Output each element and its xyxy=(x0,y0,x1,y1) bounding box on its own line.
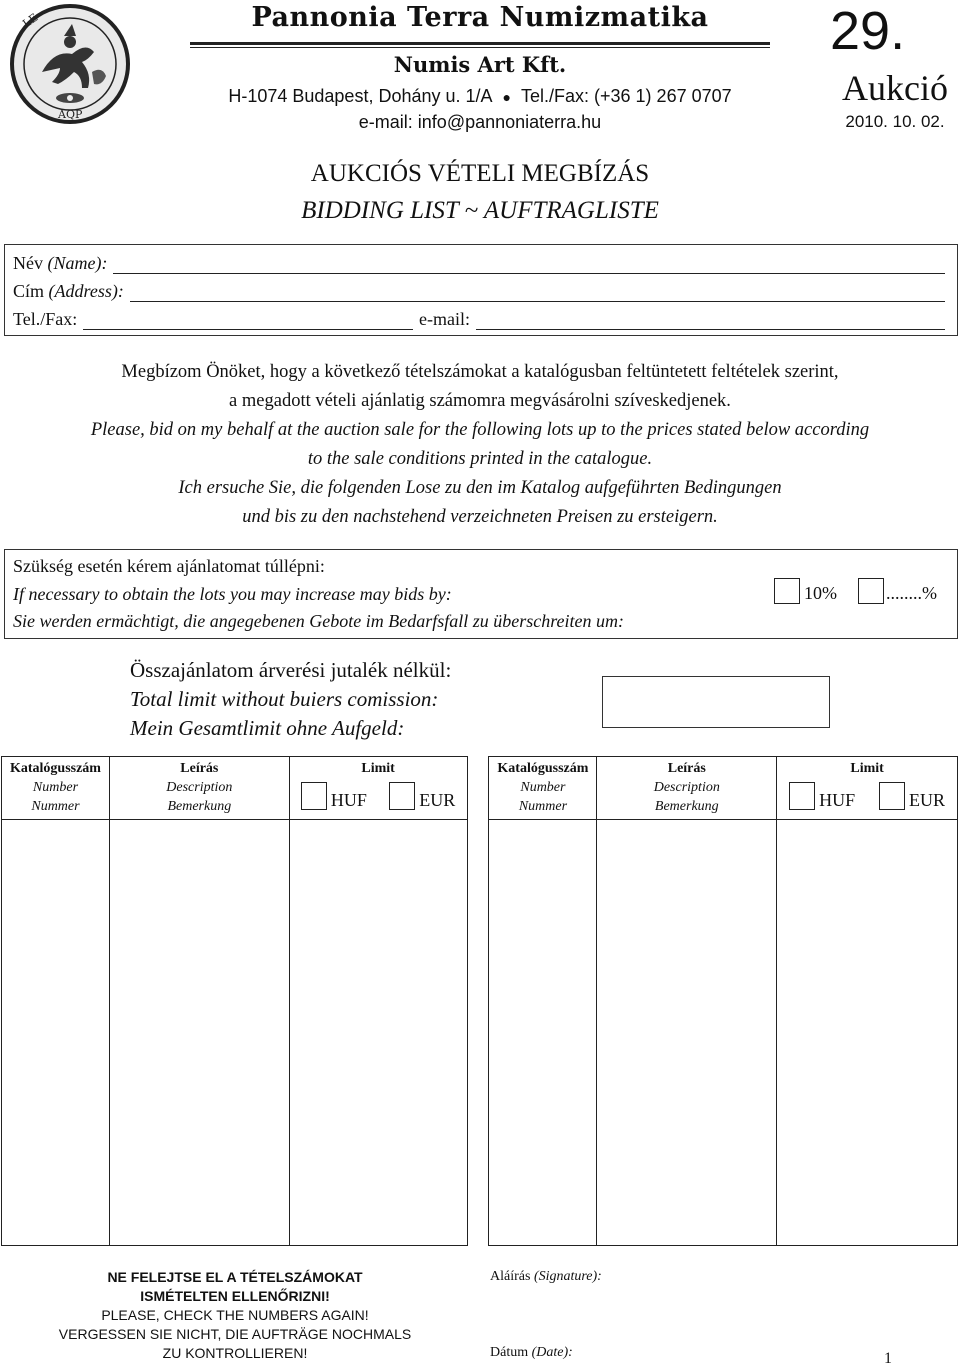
table-gap-cell xyxy=(467,820,489,1246)
bids-table xyxy=(1,756,958,1246)
increase-text-de: Sie werden ermächtigt, die angegebenen Gebote im Bedarfsfall zu überschreiten um: xyxy=(13,611,625,631)
notice-hu-2: ISMÉTELTEN ELLENŐRIZNI! xyxy=(140,1288,330,1304)
company-name: Numis Art Kft. xyxy=(393,52,567,77)
notice-hu-1: NE FELEJTSE EL A TÉTELSZÁMOKAT xyxy=(107,1269,363,1285)
instructions-de-2: und bis zu den nachstehend verzeichneten Preisen zu ersteigern. xyxy=(242,507,718,527)
name-field[interactable] xyxy=(13,253,945,274)
number-entry-left[interactable] xyxy=(2,820,110,1246)
increase-text-en: If necessary to obtain the lots you may increase may bids by: xyxy=(13,584,452,604)
table-gap xyxy=(467,757,489,820)
increase-custom-label: ........% xyxy=(886,583,937,603)
telfax-input-line[interactable] xyxy=(83,315,413,330)
email-label: e-mail: xyxy=(419,309,470,329)
date-label: Dátum (Date): xyxy=(490,1345,573,1360)
instructions-en-1: Please, bid on my behalf at the auction sale for the following lots up to the prices stated below according xyxy=(90,420,870,440)
col-number-left: Katalógusszám Number Nummer xyxy=(2,757,110,820)
email-input-line[interactable] xyxy=(476,315,945,330)
table-header-row xyxy=(2,757,958,820)
svg-text:AQP: AQP xyxy=(58,108,83,121)
huf-option-left[interactable]: HUF xyxy=(301,782,367,810)
total-limit-hu: Összajánlatom árverési jutalék nélkül: xyxy=(130,658,452,682)
brand-title: Pannonia Terra Numizmatika xyxy=(251,2,709,33)
coin-logo xyxy=(2,2,138,126)
col-limit-right: Limit HUF EUR xyxy=(777,757,958,820)
eur-option-right[interactable]: EUR xyxy=(879,782,945,810)
table-body-row xyxy=(2,820,958,1246)
instructions xyxy=(0,358,960,532)
increase-10-label: 10% xyxy=(804,583,837,603)
bid-increase-box xyxy=(4,549,958,639)
notice-en: PLEASE, CHECK THE NUMBERS AGAIN! xyxy=(101,1307,369,1323)
address-field[interactable] xyxy=(13,281,945,302)
address-text: H-1074 Budapest, Dohány u. 1/A xyxy=(228,86,493,106)
huf-option-right[interactable]: HUF xyxy=(789,782,855,810)
col-number-right: Katalógusszám Number Nummer xyxy=(489,757,597,820)
increase-10-option[interactable] xyxy=(774,578,837,604)
email-field[interactable] xyxy=(419,309,945,330)
check-numbers-notice xyxy=(20,1268,450,1363)
instructions-en-2: to the sale conditions printed in the catalogue. xyxy=(307,449,653,469)
huf-checkbox-right[interactable] xyxy=(789,782,815,810)
increase-text-hu: Szükség esetén kérem ajánlatomat túllépni: xyxy=(13,556,325,576)
telfax-field[interactable] xyxy=(13,309,413,330)
instructions-hu-2: a megadott vételi ajánlatig számomra megvásárolni szíveskedjenek. xyxy=(229,391,731,411)
total-limit-label xyxy=(130,656,451,743)
limit-entry-right[interactable] xyxy=(777,820,958,1246)
instructions-hu-1: Megbízom Önöket, hogy a következő tételszámokat a katalógusban feltüntetett feltételek szerint, xyxy=(121,362,839,382)
total-limit-en: Total limit without buiers comission: xyxy=(130,687,439,711)
increase-custom-option[interactable] xyxy=(858,578,937,604)
number-entry-right[interactable] xyxy=(489,820,597,1246)
increase-custom-checkbox[interactable] xyxy=(858,578,884,604)
total-limit-de: Mein Gesamtlimit ohne Aufgeld: xyxy=(130,716,405,740)
eur-checkbox-left[interactable] xyxy=(389,782,415,810)
page-number: 1 xyxy=(884,1350,892,1367)
personal-data-box xyxy=(4,244,958,336)
notice-de-1: VERGESSEN SIE NICHT, DIE AUFTRÄGE NOCHMALS xyxy=(58,1326,412,1342)
phone-text: Tel./Fax: (+36 1) 267 0707 xyxy=(521,86,732,106)
telfax-label: Tel./Fax: xyxy=(13,309,78,329)
eur-option-left[interactable]: EUR xyxy=(389,782,455,810)
address-label: Cím (Address): xyxy=(13,281,124,301)
col-limit-left: Limit HUF EUR xyxy=(289,757,467,820)
total-limit-input[interactable] xyxy=(602,676,830,728)
signature-label: Aláírás (Signature): xyxy=(490,1269,602,1284)
svg-text:LE: LE xyxy=(20,11,41,31)
name-input-line[interactable] xyxy=(113,259,945,274)
col-description-left: Leírás Description Bemerkung xyxy=(109,757,289,820)
company-email: e-mail: info@pannoniaterra.hu xyxy=(358,112,602,132)
notice-de-2: ZU KONTROLLIEREN! xyxy=(162,1345,308,1361)
limit-entry-left[interactable] xyxy=(289,820,467,1246)
description-entry-right[interactable] xyxy=(597,820,777,1246)
address-input-line[interactable] xyxy=(130,287,945,302)
description-entry-left[interactable] xyxy=(109,820,289,1246)
name-label: Név (Name): xyxy=(13,253,108,273)
brand-divider xyxy=(190,42,770,48)
auction-number: 29. xyxy=(830,1,906,61)
col-description-right: Leírás Description Bemerkung xyxy=(597,757,777,820)
eur-checkbox-right[interactable] xyxy=(879,782,905,810)
form-title-en-de: BIDDING LIST ~ AUFTRAGLISTE xyxy=(301,197,659,224)
increase-10-checkbox[interactable] xyxy=(774,578,800,604)
auction-label: Aukció xyxy=(842,68,948,108)
company-address xyxy=(190,86,770,107)
instructions-de-1: Ich ersuche Sie, die folgenden Lose zu den im Katalog aufgeführten Bedingungen xyxy=(178,478,782,498)
auction-date: 2010. 10. 02. xyxy=(845,112,945,131)
form-title-hu: AUKCIÓS VÉTELI MEGBÍZÁS xyxy=(310,160,650,187)
bullet-icon: ● xyxy=(502,89,511,105)
huf-checkbox-left[interactable] xyxy=(301,782,327,810)
